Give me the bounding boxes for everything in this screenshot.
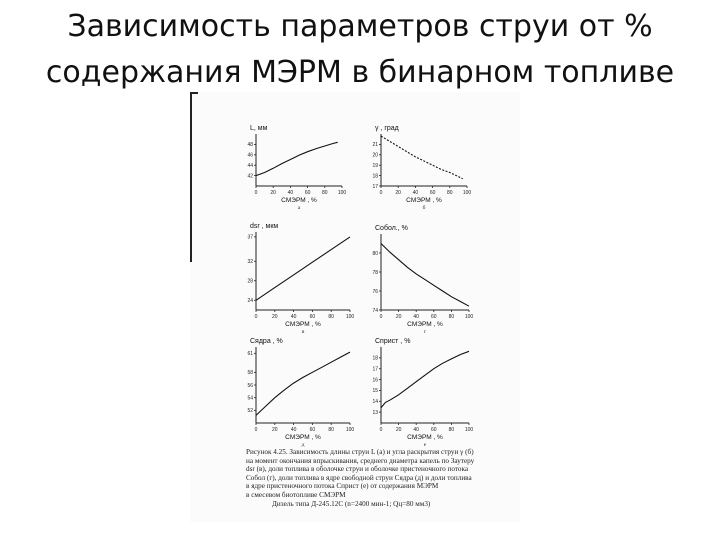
y-tick-label: 78: [372, 269, 378, 276]
panel-letter: д: [301, 442, 305, 448]
chart-panel-v: [242, 216, 358, 336]
caption-line: Cобол (г), доли топлива в ядре свободной струи Cядра (д) и доли топлива: [246, 473, 472, 482]
series-line: [256, 352, 350, 415]
y-tick-label: 76: [372, 288, 378, 295]
caption-line: в ядре пристеночного потока Cприст (е) от содержания МЭРМ: [246, 482, 439, 491]
y-tick-label: 58: [247, 370, 253, 377]
caption-line: Рисунок 4.25. Зависимость длины струи L (а) и угла раскрытия струи γ (б): [246, 448, 474, 456]
x-tick-label: 20: [272, 314, 278, 320]
x-tick-label: 0: [254, 190, 258, 196]
x-axis-label: CМЭРМ , %: [407, 434, 443, 441]
x-tick-label: 100: [345, 314, 355, 320]
y-tick-label: 61: [247, 351, 253, 358]
x-tick-label: 40: [413, 314, 419, 320]
y-tick-label: 17: [372, 183, 378, 190]
series-line: [381, 244, 469, 307]
x-tick-label: 0: [254, 427, 258, 433]
x-tick-label: 20: [270, 190, 276, 196]
x-tick-label: 40: [412, 190, 419, 196]
series-line: [381, 136, 463, 179]
x-tick-label: 60: [431, 314, 437, 320]
x-tick-label: 0: [379, 314, 383, 320]
y-tick-label: 74: [372, 307, 378, 314]
caption-line: на момент окончания впрыскивания, среднего диаметра капель по Заутеру: [246, 456, 475, 465]
x-tick-label: 80: [448, 314, 455, 320]
y-tick-label: 21: [372, 142, 378, 149]
panel-letter: б: [422, 205, 426, 211]
chart-panel-a: [242, 118, 350, 212]
x-axis-label: CМЭРМ , %: [281, 197, 317, 204]
x-axis-label: CМЭРМ , %: [285, 434, 321, 441]
x-axis-label: CМЭРМ , %: [285, 321, 321, 328]
panel-letter: е: [423, 442, 427, 448]
y-tick-label: 18: [372, 173, 378, 180]
x-tick-label: 100: [345, 427, 355, 433]
y-axis-label: Cобол., %: [375, 225, 408, 232]
x-tick-label: 60: [309, 427, 316, 433]
x-tick-label: 40: [413, 427, 419, 433]
y-tick-label: 15: [372, 388, 378, 395]
y-axis-label: L, мм: [250, 125, 268, 132]
figure-caption: [246, 448, 484, 508]
y-tick-label: 42: [247, 173, 253, 180]
series-line: [256, 237, 350, 300]
slide-title-line1: Зависимость параметров струи от %: [67, 9, 653, 44]
x-tick-label: 40: [287, 190, 294, 196]
x-tick-label: 20: [395, 314, 402, 320]
x-tick-label: 20: [395, 427, 402, 433]
x-tick-label: 100: [464, 427, 474, 433]
x-tick-label: 20: [272, 427, 278, 433]
x-tick-label: 80: [328, 314, 334, 320]
panel-letter: г: [423, 329, 427, 335]
x-tick-label: 80: [448, 427, 455, 433]
x-tick-label: 60: [304, 190, 311, 196]
x-tick-label: 60: [431, 427, 437, 433]
caption-line: dsr (в), доли топлива в оболочке струи и оболочке пристеночного потока: [246, 465, 469, 474]
y-tick-label: 48: [247, 142, 253, 149]
y-tick-label: 20: [372, 152, 378, 159]
x-axis-label: CМЭРМ , %: [407, 321, 443, 328]
chart-panel-e: [367, 331, 477, 449]
y-tick-label: 24: [247, 298, 253, 305]
x-tick-label: 0: [254, 314, 258, 320]
x-tick-label: 60: [309, 314, 316, 320]
x-tick-label: 80: [447, 190, 453, 196]
y-tick-label: 52: [247, 408, 253, 415]
x-tick-label: 40: [290, 427, 297, 433]
x-tick-label: 40: [290, 314, 297, 320]
chart-panel-d: [242, 331, 358, 449]
slide-title-line2: содержания МЭРМ в бинарном топливе: [45, 55, 675, 90]
y-tick-label: 13: [372, 409, 378, 416]
y-tick-label: 14: [372, 399, 378, 406]
x-tick-label: 20: [395, 190, 401, 196]
y-tick-label: 28: [247, 278, 253, 285]
x-tick-label: 80: [328, 427, 334, 433]
x-axis-label: CМЭРМ , %: [406, 197, 442, 204]
x-tick-label: 0: [379, 427, 383, 433]
x-tick-label: 80: [322, 190, 328, 196]
x-tick-label: 100: [337, 190, 347, 196]
y-axis-label: Cприст , %: [375, 338, 411, 345]
series-line: [256, 142, 338, 175]
x-tick-label: 60: [429, 190, 436, 196]
y-tick-label: 54: [247, 395, 253, 402]
y-tick-label: 18: [372, 355, 378, 362]
y-tick-label: 16: [372, 377, 378, 384]
y-tick-label: 17: [372, 366, 378, 373]
chart-panel-g: [367, 218, 477, 336]
y-tick-label: 46: [247, 152, 253, 159]
y-axis-label: dsr , мкм: [250, 223, 279, 230]
y-tick-label: 56: [247, 382, 253, 389]
caption-line: Дизель типа Д-245.12С (n=2400 мин-1; Qц=80 мм3): [272, 499, 431, 508]
y-tick-label: 19: [372, 163, 378, 169]
slide-title: [0, 4, 720, 96]
panel-letter: а: [297, 205, 301, 211]
y-tick-label: 32: [247, 259, 253, 266]
scan-border-top: [190, 92, 198, 94]
caption-line: в смесевом биотопливе CМЭРМ: [246, 490, 346, 499]
y-axis-label: γ , град: [375, 125, 399, 132]
series-line: [381, 351, 469, 408]
y-tick-label: 37: [247, 234, 253, 241]
y-tick-label: 80: [372, 250, 378, 257]
y-tick-label: 44: [247, 163, 253, 169]
x-tick-label: 0: [379, 190, 383, 196]
x-tick-label: 100: [464, 314, 474, 320]
panel-letter: в: [301, 329, 305, 335]
x-tick-label: 100: [462, 190, 472, 196]
y-axis-label: Cядра , %: [250, 338, 283, 345]
chart-panel-b: [367, 118, 475, 212]
scan-border-left: [190, 92, 192, 262]
